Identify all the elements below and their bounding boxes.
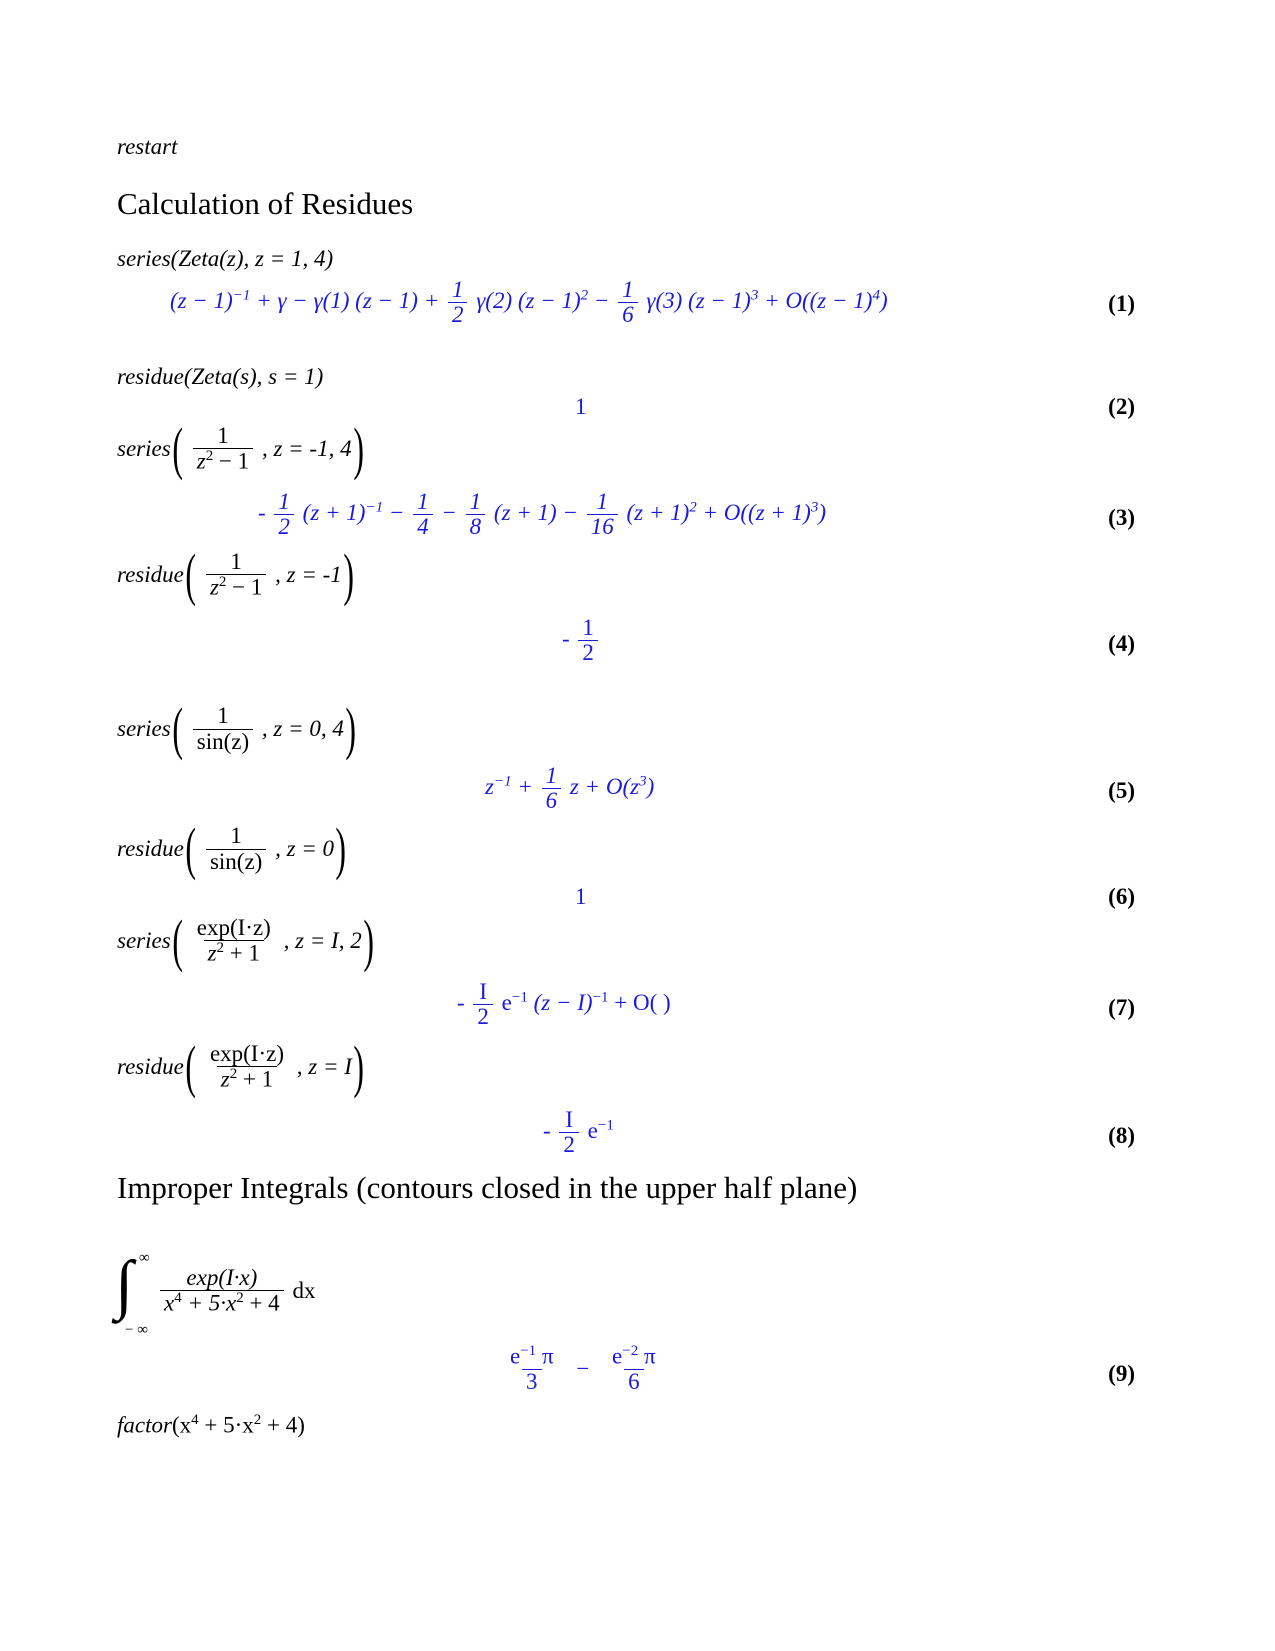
section-heading-residues: Calculation of Residues — [117, 186, 414, 221]
equation-label-6: (6) — [1108, 884, 1135, 909]
equation-label-4: (4) — [1108, 631, 1135, 656]
input-series-zeta[interactable]: series(Zeta(z), z = 1, 4) — [117, 246, 334, 271]
output-3: - $\frac{1}{2}$ $(z + 1)^{-1}$ − $\frac{1}{4}$ − $\frac{1}{8}$ (z + 1) − $\frac{1}{16}$ $(z + 1)^2 + O((z + 1)^3)$ — [258, 489, 827, 540]
equation-label-7: (7) — [1108, 995, 1135, 1020]
section-heading-improper-integrals: Improper Integrals (contours closed in the upper half plane) — [117, 1170, 858, 1205]
equation-label-5: (5) — [1108, 778, 1135, 803]
output-8: - $\frac{I}{2}$ $e^{-1}$ — [543, 1107, 614, 1158]
input-residue-rational-1[interactable]: residue( $\frac{1}{z^2 - 1}$ , z = -1) — [117, 542, 354, 607]
input-series-exp[interactable]: series( $\frac{\exp(I\cdot z)}{z^2 + 1}$ , z = I, 2) — [117, 908, 374, 973]
output-1: $(z - 1)^{-1} + \gamma - \gamma(1)$ (z − 1) + $\frac{1}{2}$ γ(2) $(z - 1)^2$ − $\frac{1}{6}$ γ(3) $(z - 1)^3 + O((z - 1)^4)$ — [170, 277, 888, 328]
equation-label-3: (3) — [1108, 505, 1135, 530]
equation-label-1: (1) — [1108, 291, 1135, 316]
output-9: $\frac{e^{-1} \pi}{3}$ − $\frac{e^{-2} \pi}{6}$ — [510, 1343, 656, 1394]
output-6: 1 — [575, 884, 587, 909]
output-4: - $\frac{1}{2}$ — [562, 616, 601, 665]
input-series-sin[interactable]: series( $\frac{1}{\sin(z)}$ , z = 0, 4) — [117, 696, 356, 761]
equation-label-2: (2) — [1108, 394, 1135, 419]
equation-label-9: (9) — [1108, 1361, 1135, 1386]
output-7: - $\frac{I}{2}$ $e^{-1}$ $(z - I)^{-1} + O$( ) — [457, 979, 671, 1030]
integral-lower-limit: − ∞ — [125, 1322, 148, 1338]
restart-command[interactable]: restart — [117, 134, 178, 159]
output-5: $z^{-1}$ + $\frac{1}{6}$ $z + O(z^3)$ — [485, 763, 655, 814]
integral-upper-limit: ∞ — [139, 1250, 150, 1266]
input-factor[interactable]: $factor(x^4 + 5\cdot x^2 + 4)$ — [117, 1412, 305, 1438]
integral-sign: ∫ — [115, 1248, 134, 1321]
input-residue-exp[interactable]: residue( $\frac{\exp(I\cdot z)}{z^2 + 1}$ , z = I) — [117, 1034, 364, 1099]
input-residue-zeta[interactable]: residue(Zeta(s), s = 1) — [117, 364, 324, 389]
input-series-rational-1[interactable]: series( $\frac{1}{z^2 - 1}$ , z = -1, 4) — [117, 416, 364, 481]
output-2: 1 — [575, 394, 587, 419]
input-residue-sin[interactable]: residue( $\frac{1}{\sin(z)}$ , z = 0) — [117, 816, 347, 881]
equation-label-8: (8) — [1108, 1123, 1135, 1148]
